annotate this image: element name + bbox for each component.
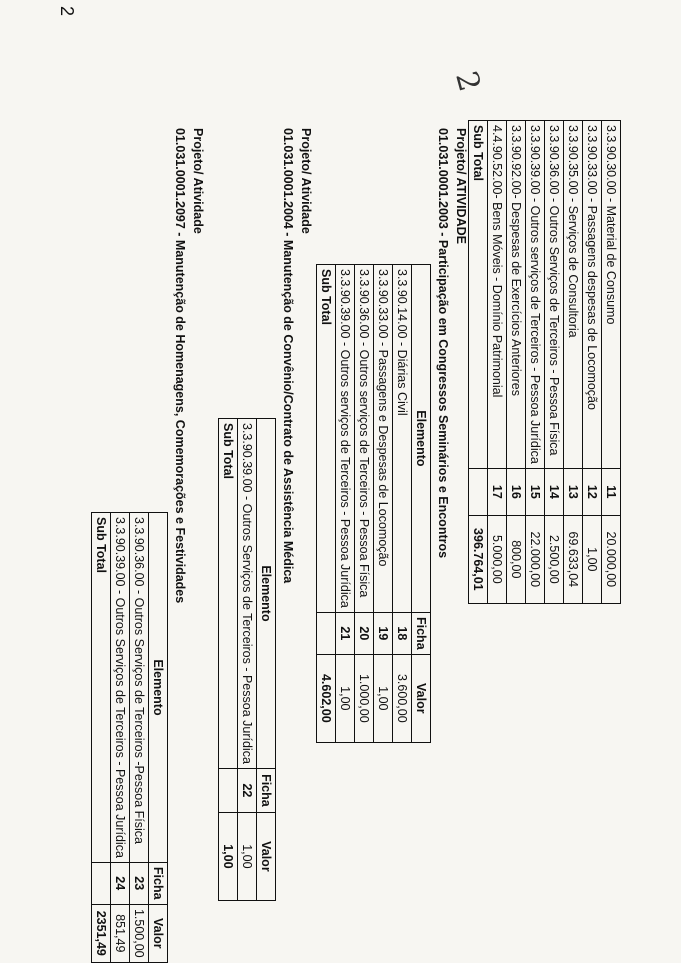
elemento-cell: 3.3.90.39.00 - Outros serviços de Terceiros - Pessoa Jurídica	[336, 265, 355, 613]
valor-cell: 69.633,04	[564, 515, 583, 603]
subtotal-ficha-empty	[92, 862, 111, 904]
ficha-cell: 13	[564, 468, 583, 515]
elemento-cell: 3.3.90.33.00 - Passagens despesas de Locomoção	[583, 121, 602, 469]
table-top	[468, 120, 621, 604]
subtotal-row	[92, 513, 111, 963]
table-project-2003	[316, 264, 431, 743]
subtotal-ficha-empty	[469, 468, 488, 515]
ficha-cell: 24	[111, 862, 130, 904]
ficha-cell: 16	[507, 468, 526, 515]
col-ficha: Ficha	[412, 612, 431, 654]
subtotal-value: 4.602,00	[317, 654, 336, 742]
table-project-2097	[91, 512, 168, 963]
elemento-cell: 3.3.90.39.00 - Outros Serviços de Terceiros - Pessoa Jurídica	[238, 419, 257, 769]
elemento-cell: 3.3.90.39.00 - Outros serviços de Terceiros - Pessoa Jurídica	[526, 121, 545, 469]
elemento-cell: 3.3.90.39.00 - Outros Serviços de Terceiros - Pessoa Jurídica	[111, 513, 130, 863]
col-elemento: Elemento	[149, 513, 168, 863]
valor-cell: 851,49	[111, 904, 130, 962]
project-2003-title: 01.031.0001.2003 - Participação em Congressos Seminários e Encontros	[436, 128, 450, 559]
subtotal-value: 396.764,01	[469, 515, 488, 603]
ficha-cell: 19	[374, 612, 393, 654]
valor-cell: 2.500,00	[545, 515, 564, 603]
elemento-cell: 3.3.90.33.00 - Passagens e Despesas de Locomoção	[374, 265, 393, 613]
ficha-cell: 15	[526, 468, 545, 515]
col-valor: Valor	[412, 654, 431, 742]
valor-cell: 5.000,00	[488, 515, 507, 603]
ficha-cell: 17	[488, 468, 507, 515]
elemento-cell: 3.3.90.14.00 - Diárias Civil	[393, 265, 412, 613]
ficha-cell: 18	[393, 612, 412, 654]
table-row	[526, 121, 545, 604]
elemento-cell: 3.3.90.30.00 - Material de Consumo	[602, 121, 621, 469]
ficha-cell: 11	[602, 468, 621, 515]
page-number: 2	[57, 6, 77, 17]
elemento-cell: 3.3.90.36.00 - Outros Serviços de Terceiros - Pessoa Física	[545, 121, 564, 469]
table-row	[336, 265, 355, 743]
valor-cell: 20.000,00	[602, 515, 621, 603]
ficha-cell: 23	[130, 862, 149, 904]
table-row	[130, 513, 149, 963]
project-2004-label: Projeto/ Atividade	[299, 128, 313, 234]
table-project-2004	[218, 418, 276, 901]
subtotal-value: 1,00	[219, 812, 238, 900]
handwritten-mark: 2	[448, 67, 487, 96]
subtotal-row	[317, 265, 336, 743]
elemento-cell: 4.4.90.52.00- Bens Móveis - Domínio Patrimonial	[488, 121, 507, 469]
elemento-cell: 3.3.90.35.00 - Serviços de Consultoria	[564, 121, 583, 469]
subtotal-label: Sub Total	[317, 265, 336, 613]
table-row	[393, 265, 412, 743]
table-row	[238, 419, 257, 901]
project-2003-label: Projeto/ ATIVIDADE	[454, 128, 468, 244]
valor-cell: 3.600,00	[393, 654, 412, 742]
project-2097-title: 01.031.0001.2097 - Manutenção de Homenagens, Comemorações e Festividades	[173, 128, 187, 604]
project-2097-label: Projeto/ Atividade	[191, 128, 205, 234]
header-row	[149, 513, 168, 963]
header-row	[257, 419, 276, 901]
valor-cell: 1,00	[583, 515, 602, 603]
valor-cell: 22.000,00	[526, 515, 545, 603]
subtotal-row	[219, 419, 238, 901]
ficha-cell: 22	[238, 768, 257, 812]
col-elemento: Elemento	[257, 419, 276, 769]
ficha-cell: 14	[545, 468, 564, 515]
subtotal-value: 2351,49	[92, 904, 111, 962]
table-row	[355, 265, 374, 743]
subtotal-label: Sub Total	[219, 419, 238, 769]
valor-cell: 1,00	[374, 654, 393, 742]
elemento-cell: 3.3.90.92.00- Despesas de Exercícios Anteriores	[507, 121, 526, 469]
table-row	[111, 513, 130, 963]
col-valor: Valor	[257, 812, 276, 900]
col-ficha: Ficha	[149, 862, 168, 904]
table-row	[602, 121, 621, 604]
valor-cell: 1,00	[336, 654, 355, 742]
subtotal-ficha-empty	[317, 612, 336, 654]
ficha-cell: 21	[336, 612, 355, 654]
valor-cell: 800,00	[507, 515, 526, 603]
table-row	[374, 265, 393, 743]
valor-cell: 1.500,00	[130, 904, 149, 962]
ficha-cell: 20	[355, 612, 374, 654]
table-row	[488, 121, 507, 604]
table-row	[583, 121, 602, 604]
valor-cell: 1,00	[238, 812, 257, 900]
table-row	[545, 121, 564, 604]
table-row	[564, 121, 583, 604]
col-valor: Valor	[149, 904, 168, 962]
subtotal-ficha-empty	[219, 768, 238, 812]
subtotal-label: Sub Total	[92, 513, 111, 863]
table-row	[507, 121, 526, 604]
col-ficha: Ficha	[257, 768, 276, 812]
ficha-cell: 12	[583, 468, 602, 515]
subtotal-row	[469, 121, 488, 604]
header-row	[412, 265, 431, 743]
project-2004-title: 01.031.0001.2004 - Manutenção de Convênio/Contrato de Assistência Médica	[281, 128, 295, 584]
elemento-cell: 3.3.90.36.00 - Outros serviços de Terceiros - Pessoa Física	[355, 265, 374, 613]
subtotal-label: Sub Total	[469, 121, 488, 469]
col-elemento: Elemento	[412, 265, 431, 613]
elemento-cell: 3.3.90.36.00 - Outros Serviços de Terceiros -Pessoa Física	[130, 513, 149, 863]
valor-cell: 1.000,00	[355, 654, 374, 742]
